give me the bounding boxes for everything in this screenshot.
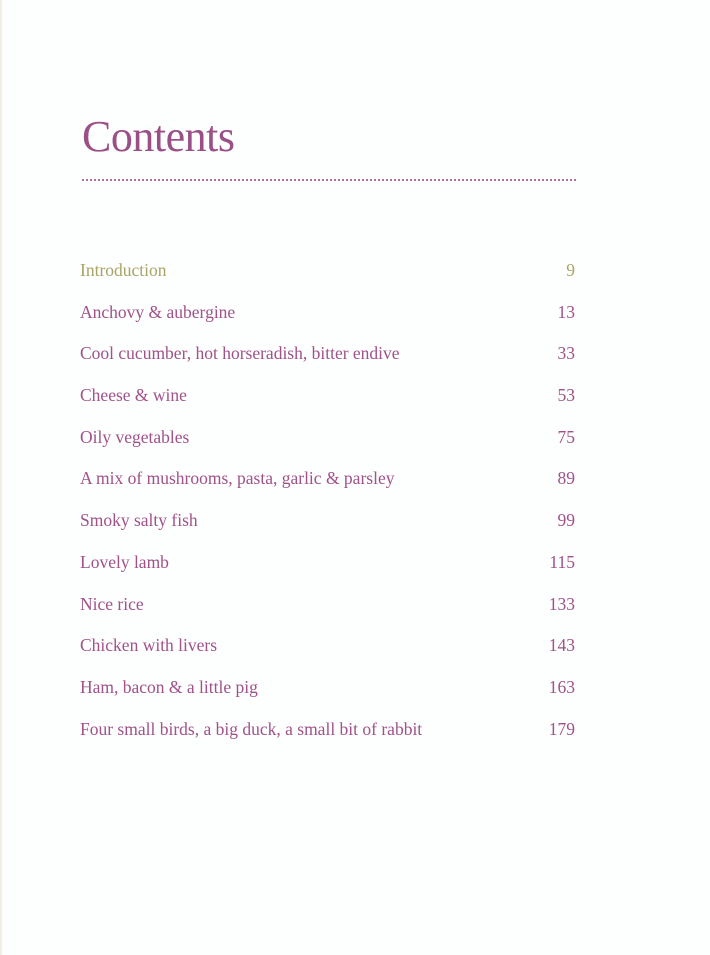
toc-entry-page-number: 143 (548, 635, 575, 656)
toc-entry-label: Oily vegetables (80, 426, 190, 447)
toc-entry-page-number: 13 (557, 301, 575, 322)
toc-entry-cool-cucumber[interactable] (80, 340, 575, 382)
toc-entry-chicken-livers[interactable] (80, 632, 575, 674)
table-of-contents (80, 257, 575, 757)
toc-entry-oily-vegetables[interactable] (80, 424, 575, 466)
toc-entry-page-number: 115 (549, 551, 575, 572)
toc-entry-page-number: 75 (557, 426, 575, 447)
toc-entry-page-number: 133 (548, 593, 575, 614)
toc-entry-label: Cheese & wine (80, 385, 187, 406)
toc-entry-introduction[interactable] (80, 257, 575, 299)
toc-entry-cheese-wine[interactable] (80, 382, 575, 424)
toc-entry-lovely-lamb[interactable] (80, 549, 575, 591)
toc-entry-label: Four small birds, a big duck, a small bit of rabbit (80, 718, 423, 739)
toc-entry-page-number: 53 (557, 385, 575, 406)
toc-entry-anchovy-aubergine[interactable] (80, 299, 575, 341)
toc-entry-page-number: 89 (557, 468, 575, 489)
toc-entry-page-number: 9 (566, 260, 575, 280)
toc-entry-label: Ham, bacon & a little pig (80, 676, 258, 697)
toc-entry-smoky-salty-fish[interactable] (80, 507, 575, 549)
toc-entry-page-number: 33 (557, 343, 575, 364)
toc-entry-nice-rice[interactable] (80, 591, 575, 633)
page-edge (0, 0, 3, 955)
dotted-divider (82, 179, 576, 181)
toc-entry-label: Nice rice (80, 593, 144, 614)
page-title: Contents (82, 112, 235, 161)
toc-entry-page-number: 163 (548, 676, 575, 697)
toc-entry-four-small-birds[interactable] (80, 716, 575, 758)
toc-entry-label: Anchovy & aubergine (80, 301, 236, 322)
toc-entry-label: Smoky salty fish (80, 510, 198, 531)
toc-entry-label: Introduction (80, 260, 167, 280)
toc-entry-page-number: 99 (557, 510, 575, 531)
toc-entry-label: A mix of mushrooms, pasta, garlic & parsley (80, 468, 395, 489)
toc-entry-page-number: 179 (548, 718, 575, 739)
toc-entry-label: Lovely lamb (80, 551, 169, 572)
toc-entry-ham-bacon[interactable] (80, 674, 575, 716)
toc-entry-label: Cool cucumber, hot horseradish, bitter endive (80, 343, 400, 364)
toc-entry-label: Chicken with livers (80, 635, 218, 656)
toc-entry-mushrooms-pasta[interactable] (80, 465, 575, 507)
